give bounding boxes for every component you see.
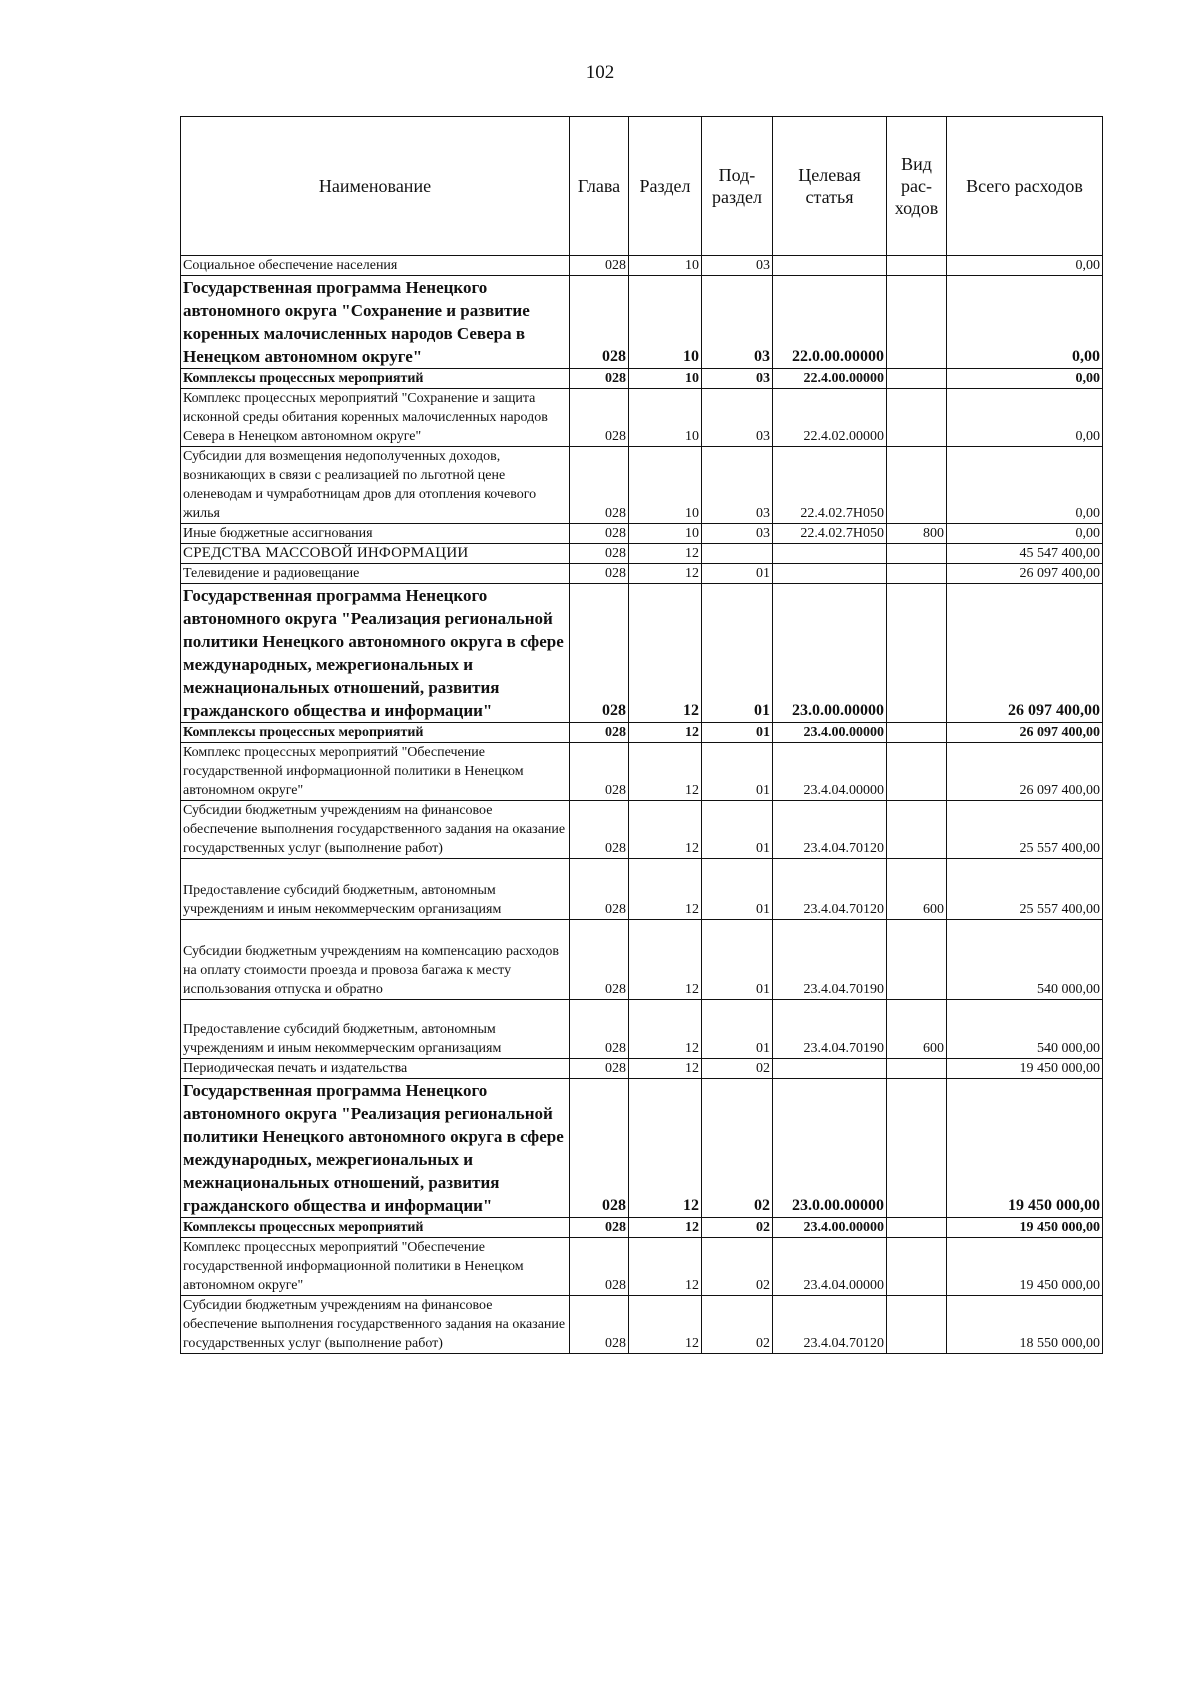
row-statya: 23.0.00.00000	[773, 584, 887, 723]
row-glava: 028	[570, 1059, 629, 1079]
row-razdel: 12	[629, 743, 702, 801]
row-razdel: 12	[629, 1059, 702, 1079]
row-vid	[887, 564, 947, 584]
row-vid	[887, 801, 947, 859]
row-vid	[887, 743, 947, 801]
row-razdel: 10	[629, 389, 702, 447]
row-glava: 028	[570, 447, 629, 524]
row-glava: 028	[570, 256, 629, 276]
row-statya: 23.4.04.70190	[773, 920, 887, 1000]
row-total: 0,00	[947, 369, 1103, 389]
row-vid	[887, 1059, 947, 1079]
table-row	[181, 544, 1103, 564]
row-name: Субсидии бюджетным учреждениям на компенсацию расходов на оплату стоимости проезда и провоза багажа к месту использования отпуска и обратно	[181, 920, 570, 1000]
row-name: Субсидии бюджетным учреждениям на финансовое обеспечение выполнения государственного задания на оказание государственных услуг (выполнение работ)	[181, 1296, 570, 1354]
row-razdel: 10	[629, 524, 702, 544]
row-statya	[773, 564, 887, 584]
row-statya: 23.4.04.70120	[773, 859, 887, 920]
row-podrazdel: 03	[702, 256, 773, 276]
row-name: Комплексы процессных мероприятий	[181, 1218, 570, 1238]
row-podrazdel: 03	[702, 524, 773, 544]
row-name: Комплексы процессных мероприятий	[181, 723, 570, 743]
row-statya: 23.4.04.00000	[773, 743, 887, 801]
row-razdel: 12	[629, 1296, 702, 1354]
table-row	[181, 389, 1103, 447]
row-podrazdel: 01	[702, 743, 773, 801]
row-vid	[887, 369, 947, 389]
row-name: Периодическая печать и издательства	[181, 1059, 570, 1079]
page-number: 102	[585, 62, 615, 83]
row-razdel: 12	[629, 723, 702, 743]
table-row	[181, 1000, 1103, 1059]
row-name: Социальное обеспечение населения	[181, 256, 570, 276]
header-podrazdel-text: Под- раздел	[712, 165, 762, 207]
row-razdel: 12	[629, 920, 702, 1000]
row-razdel: 10	[629, 447, 702, 524]
row-total: 26 097 400,00	[947, 564, 1103, 584]
row-name: Иные бюджетные ассигнования	[181, 524, 570, 544]
table-row	[181, 584, 1103, 723]
header-name: Наименование	[181, 117, 570, 256]
row-statya: 22.4.02.7Н050	[773, 524, 887, 544]
row-total: 0,00	[947, 276, 1103, 369]
row-total: 0,00	[947, 447, 1103, 524]
table-row	[181, 369, 1103, 389]
row-podrazdel: 01	[702, 1000, 773, 1059]
row-statya: 23.0.00.00000	[773, 1079, 887, 1218]
table-row	[181, 1218, 1103, 1238]
row-glava: 028	[570, 743, 629, 801]
header-glava: Глава	[570, 117, 629, 256]
row-podrazdel: 03	[702, 276, 773, 369]
row-statya	[773, 1059, 887, 1079]
row-podrazdel: 03	[702, 389, 773, 447]
row-total: 19 450 000,00	[947, 1059, 1103, 1079]
table-row	[181, 1238, 1103, 1296]
row-total: 0,00	[947, 524, 1103, 544]
row-statya: 22.0.00.00000	[773, 276, 887, 369]
row-statya: 23.4.04.70120	[773, 1296, 887, 1354]
row-total: 26 097 400,00	[947, 723, 1103, 743]
row-vid	[887, 1238, 947, 1296]
row-podrazdel: 01	[702, 723, 773, 743]
row-podrazdel: 02	[702, 1218, 773, 1238]
row-total: 26 097 400,00	[947, 584, 1103, 723]
row-razdel: 12	[629, 584, 702, 723]
table-row	[181, 564, 1103, 584]
row-total: 45 547 400,00	[947, 544, 1103, 564]
table-header-row	[181, 117, 1103, 256]
header-statya	[773, 117, 887, 256]
row-name: Государственная программа Ненецкого автономного округа "Сохранение и развитие коренных малочисленных народов Севера в Ненецком автономном округе"	[181, 276, 570, 369]
table-row	[181, 524, 1103, 544]
header-razdel: Раздел	[629, 117, 702, 256]
row-total: 18 550 000,00	[947, 1296, 1103, 1354]
row-name: Комплекс процессных мероприятий "Обеспечение государственной информационной политики в Ненецком автономном округе"	[181, 1238, 570, 1296]
row-vid	[887, 1079, 947, 1218]
row-glava: 028	[570, 801, 629, 859]
row-razdel: 12	[629, 564, 702, 584]
table-row	[181, 920, 1103, 1000]
row-razdel: 12	[629, 1238, 702, 1296]
row-total: 25 557 400,00	[947, 801, 1103, 859]
row-glava: 028	[570, 1218, 629, 1238]
row-razdel: 10	[629, 256, 702, 276]
row-name: Государственная программа Ненецкого автономного округа "Реализация региональной политики Ненецкого автономного округа в сфере международных, межрегиональных и межнациональных отношений, развития гражданского общества и информации"	[181, 1079, 570, 1218]
row-vid	[887, 276, 947, 369]
row-name: Комплекс процессных мероприятий "Сохранение и защита исконной среды обитания коренных малочисленных народов Севера в Ненецком автономном округе"	[181, 389, 570, 447]
row-statya: 23.4.04.00000	[773, 1238, 887, 1296]
row-vid	[887, 920, 947, 1000]
header-statya-text: Целевая статья	[798, 165, 861, 207]
row-podrazdel: 02	[702, 1079, 773, 1218]
row-vid: 800	[887, 524, 947, 544]
row-name: Субсидии бюджетным учреждениям на финансовое обеспечение выполнения государственного задания на оказание государственных услуг (выполнение работ)	[181, 801, 570, 859]
table-row	[181, 801, 1103, 859]
row-glava: 028	[570, 524, 629, 544]
row-total: 0,00	[947, 256, 1103, 276]
row-glava: 028	[570, 1238, 629, 1296]
row-statya: 23.4.04.70190	[773, 1000, 887, 1059]
row-razdel: 10	[629, 369, 702, 389]
table-row	[181, 1079, 1103, 1218]
row-podrazdel: 01	[702, 920, 773, 1000]
table-row	[181, 743, 1103, 801]
table-row	[181, 256, 1103, 276]
row-razdel: 12	[629, 859, 702, 920]
row-podrazdel: 03	[702, 447, 773, 524]
row-total: 0,00	[947, 389, 1103, 447]
header-vid-text: Вид рас- ходов	[894, 154, 939, 218]
row-vid	[887, 544, 947, 564]
header-vid	[887, 117, 947, 256]
row-glava: 028	[570, 544, 629, 564]
row-glava: 028	[570, 920, 629, 1000]
row-razdel: 10	[629, 276, 702, 369]
row-total: 25 557 400,00	[947, 859, 1103, 920]
table-row	[181, 859, 1103, 920]
row-glava: 028	[570, 1296, 629, 1354]
row-razdel: 12	[629, 1079, 702, 1218]
row-statya: 22.4.02.00000	[773, 389, 887, 447]
row-glava: 028	[570, 1000, 629, 1059]
row-glava: 028	[570, 276, 629, 369]
row-statya	[773, 544, 887, 564]
row-glava: 028	[570, 369, 629, 389]
header-total: Всего расходов	[947, 117, 1103, 256]
row-vid	[887, 256, 947, 276]
row-razdel: 12	[629, 1218, 702, 1238]
row-podrazdel: 02	[702, 1296, 773, 1354]
row-glava: 028	[570, 389, 629, 447]
row-statya	[773, 256, 887, 276]
row-razdel: 12	[629, 801, 702, 859]
row-podrazdel: 02	[702, 1238, 773, 1296]
row-podrazdel: 01	[702, 564, 773, 584]
row-total: 26 097 400,00	[947, 743, 1103, 801]
row-total: 19 450 000,00	[947, 1079, 1103, 1218]
row-vid	[887, 584, 947, 723]
row-name: Субсидии для возмещения недополученных доходов, возникающих в связи с реализацией по льготной цене оленеводам и чумработницам дров для отопления кочевого жилья	[181, 447, 570, 524]
row-podrazdel: 03	[702, 369, 773, 389]
header-podrazdel	[702, 117, 773, 256]
table-row	[181, 723, 1103, 743]
row-statya: 23.4.04.70120	[773, 801, 887, 859]
row-glava: 028	[570, 564, 629, 584]
row-name: Предоставление субсидий бюджетным, автономным учреждениям и иным некоммерческим организациям	[181, 1000, 570, 1059]
row-statya: 23.4.00.00000	[773, 723, 887, 743]
row-razdel: 12	[629, 544, 702, 564]
row-statya: 22.4.02.7Н050	[773, 447, 887, 524]
row-vid	[887, 723, 947, 743]
row-name: Государственная программа Ненецкого автономного округа "Реализация региональной политики Ненецкого автономного округа в сфере международных, межрегиональных и межнациональных отношений, развития гражданского общества и информации"	[181, 584, 570, 723]
row-name: СРЕДСТВА МАССОВОЙ ИНФОРМАЦИИ	[181, 544, 570, 564]
row-name: Комплексы процессных мероприятий	[181, 369, 570, 389]
row-podrazdel	[702, 544, 773, 564]
row-glava: 028	[570, 584, 629, 723]
row-glava: 028	[570, 1079, 629, 1218]
row-podrazdel: 01	[702, 801, 773, 859]
row-podrazdel: 02	[702, 1059, 773, 1079]
row-statya: 23.4.00.00000	[773, 1218, 887, 1238]
row-vid: 600	[887, 859, 947, 920]
row-name: Телевидение и радиовещание	[181, 564, 570, 584]
row-podrazdel: 01	[702, 584, 773, 723]
row-vid	[887, 447, 947, 524]
table-row	[181, 1059, 1103, 1079]
row-glava: 028	[570, 859, 629, 920]
budget-table	[180, 116, 1103, 1354]
row-total: 540 000,00	[947, 920, 1103, 1000]
table-row	[181, 276, 1103, 369]
row-name: Предоставление субсидий бюджетным, автономным учреждениям и иным некоммерческим организациям	[181, 859, 570, 920]
table-row	[181, 447, 1103, 524]
row-vid	[887, 389, 947, 447]
row-glava: 028	[570, 723, 629, 743]
row-statya: 22.4.00.00000	[773, 369, 887, 389]
row-total: 540 000,00	[947, 1000, 1103, 1059]
row-total: 19 450 000,00	[947, 1238, 1103, 1296]
row-total: 19 450 000,00	[947, 1218, 1103, 1238]
row-podrazdel: 01	[702, 859, 773, 920]
row-vid	[887, 1218, 947, 1238]
row-vid: 600	[887, 1000, 947, 1059]
table-row	[181, 1296, 1103, 1354]
row-vid	[887, 1296, 947, 1354]
row-name: Комплекс процессных мероприятий "Обеспечение государственной информационной политики в Ненецком автономном округе"	[181, 743, 570, 801]
row-razdel: 12	[629, 1000, 702, 1059]
